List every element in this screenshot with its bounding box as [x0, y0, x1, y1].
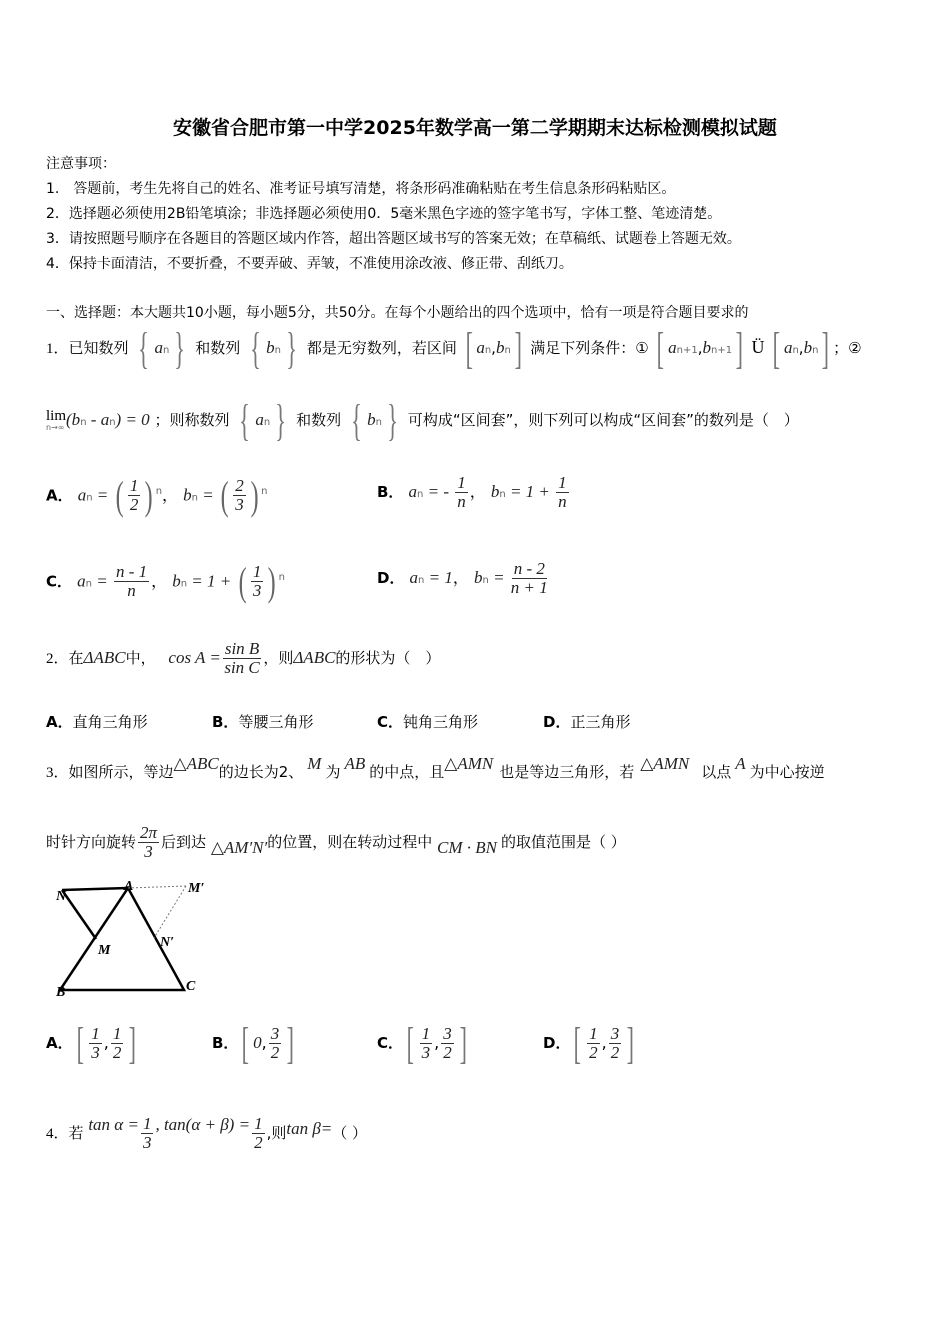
q4-text: ,则 [266, 1124, 287, 1142]
brace: { [239, 395, 251, 445]
subset-symbol: Ü [751, 337, 765, 357]
sub: n [504, 345, 511, 356]
question-number: 3． [46, 765, 69, 781]
sub: n [80, 417, 87, 428]
bracket: [ [657, 323, 665, 373]
math-tan-alpha: tan α = [88, 1115, 139, 1134]
section-heading: 一、选择题：本大题共10小题，每小题5分，共50分。在每个小题给出的四个选项中，恰有一项是符合题目要求的 [46, 305, 749, 321]
lim-expr: (b [66, 410, 81, 429]
question-number: 2． [46, 651, 69, 667]
sub: n+1 [676, 345, 698, 356]
q1-option-d[interactable]: D． an = 1， bn = $\frac{n - 2}{n + 1}$ [377, 559, 548, 597]
bracket: ] [514, 323, 522, 373]
question-number: 4． [46, 1126, 69, 1142]
math-b: b [266, 338, 275, 357]
math-tan-sum: , tan(α + β) = [155, 1115, 251, 1134]
q3-option-d[interactable]: D．[ $\frac{1}{2}$ , $\frac{3}{2}$ ] [543, 1018, 635, 1068]
math-a-point: A [735, 754, 746, 773]
q3-option-c[interactable]: C．[ $\frac{1}{3}$ , $\frac{3}{2}$ ] [377, 1018, 467, 1068]
brace: { [351, 395, 362, 445]
q2-text: 中， [125, 649, 156, 667]
page-title: 安徽省合肥市第一中学2025年数学高一第二学期期末达标检测模拟试题 [173, 117, 777, 139]
option-label: C． [377, 1034, 404, 1052]
figure-label-c: C [186, 979, 196, 994]
math-cos: cos A = [168, 648, 221, 667]
sub: n [109, 417, 116, 428]
q2-option-d[interactable] [543, 711, 630, 732]
lim-sub: n→∞ [46, 423, 65, 432]
sub: n [812, 345, 819, 356]
brace: { [138, 323, 150, 373]
figure-label-n: N [56, 889, 67, 904]
math-ab: AB [344, 754, 366, 773]
q3-text: 为 [325, 763, 341, 781]
triangle-figure [48, 872, 228, 1002]
option-label: D． [377, 569, 405, 587]
option-label: B． [377, 483, 404, 501]
math-a: a [668, 338, 677, 357]
option-text: 正三角形 [570, 713, 631, 731]
math-a: a [154, 338, 163, 357]
math-a: a [476, 338, 485, 357]
math-b: b [702, 338, 711, 357]
q2-text: ，则 [263, 649, 294, 667]
q3-option-b[interactable]: B．[ 0, $\frac{3}{2}$ ] [212, 1018, 295, 1068]
math-tan-beta: tan β= [286, 1119, 333, 1138]
q3-option-a[interactable]: A．[ $\frac{1}{3}$ , $\frac{1}{2}$ ] [46, 1018, 137, 1068]
question-4: 4．若 tan α = $\frac{1}{3}$ , tan(α + β) = $\frac{1}{2}$ ,则tan β=（ ） [46, 1114, 368, 1152]
q3-text: 的位置，则在转动过程中 [267, 833, 433, 851]
q3-text: 也是等边三角形，若 [499, 763, 635, 781]
bracket: ] [735, 323, 744, 373]
q3-text: 为中心按逆 [749, 763, 825, 781]
q1-text: 都是无穷数列，若区间 [306, 339, 457, 357]
math-a: a [783, 338, 793, 357]
q3-text: 的取值范围是（ ） [501, 833, 626, 851]
q3-text: 的中点，且 [369, 763, 445, 781]
q1-text: ；② [833, 339, 862, 357]
question-number: 1． [46, 341, 69, 357]
math-b: b [803, 338, 813, 357]
q2-text: 在 [68, 649, 84, 667]
brace: } [387, 395, 398, 445]
option-label: C． [377, 713, 404, 731]
q1-text: 和数列 [195, 339, 241, 357]
option-label: A． [46, 486, 73, 505]
option-label: D． [543, 713, 571, 731]
frac-den: 3 [144, 842, 153, 861]
brace: { [250, 323, 261, 373]
q4-text: 若 [68, 1124, 84, 1142]
q1-option-b[interactable]: B． an = - $\frac{1}{n}$ ， bn = 1 + $\frac{1}{n}$ [377, 473, 567, 511]
math-b: b [495, 338, 505, 357]
q1-text: 已知数列 [68, 339, 129, 357]
question-1-line-1: 1．已知数列 { an } 和数列 { bn } 都是无穷数列，若区间 [ an,bn] 满足下列条件：① [ an+1,bn+1] Ü [ an,bn] ；② [46, 323, 862, 373]
q1-text: 满足下列条件：① [530, 339, 649, 357]
math-amn: △AMN [444, 754, 494, 773]
math-b: b [367, 410, 376, 429]
math-m: M [307, 754, 322, 773]
q1-text: 可构成“区间套”，则下列可以构成“区间套”的数列是（ ） [407, 411, 799, 429]
sub: n [274, 345, 281, 356]
sub: n [375, 417, 382, 428]
note-item: 3．请按照题号顺序在各题目的答题区域内作答，超出答题区域书写的答案无效；在草稿纸、试题卷上答题无效。 [46, 231, 741, 247]
option-label: B． [212, 713, 239, 731]
sub: n [792, 345, 799, 356]
figure-label-b: B [56, 985, 66, 1000]
q3-text: 以点 [701, 763, 732, 781]
option-text: 等腰三角形 [238, 713, 314, 731]
figure-label-a: A [124, 879, 134, 894]
option-label: B． [212, 1034, 239, 1052]
q1-text: 和数列 [296, 411, 342, 429]
option-text: 钝角三角形 [403, 713, 479, 731]
q2-option-c[interactable] [377, 711, 478, 732]
q2-option-a[interactable] [46, 711, 148, 732]
q2-text: 的形状为（ ） [335, 649, 441, 667]
math-amn: △AMN [640, 754, 690, 773]
lim-text: lim [46, 408, 67, 424]
q2-option-b[interactable] [212, 711, 313, 732]
figure-label-m: M [98, 943, 111, 958]
q4-text: （ ） [332, 1124, 368, 1142]
option-text: 直角三角形 [72, 713, 148, 731]
q1-option-c[interactable]: C． an = $\frac{n - 1}{n}$ ， bn = 1 + ( $\frac{1}{3}$ ) $^n$ [46, 558, 285, 604]
question-3-line-2 [46, 815, 626, 875]
option-label: D． [543, 1034, 571, 1052]
question-3-line-1 [46, 744, 825, 793]
math-tri: ΔABC [293, 648, 336, 667]
sub: n [263, 417, 271, 428]
math-tri: ΔABC [83, 648, 126, 667]
option-label: A． [46, 713, 73, 731]
bracket: ] [822, 323, 830, 373]
math-sinc: sin C [224, 658, 260, 677]
q3-text: 如图所示，等边 [68, 763, 174, 781]
lim-expr: - a [86, 410, 110, 429]
q3-text: 的边长为2、 [218, 763, 304, 781]
option-label: C． [46, 572, 73, 591]
math-a: a [255, 410, 264, 429]
question-1-line-2 [46, 395, 799, 445]
note-item: 4．保持卡面清洁，不要折叠，不要弄破、弄皱，不准使用涂改液、修正带、刮纸刀。 [46, 256, 573, 272]
note-item: 1. 答题前，考生先将自己的姓名、准考证号填写清楚，将条形码准确粘贴在考生信息条形码粘贴区。 [46, 181, 676, 197]
bracket: [ [465, 323, 473, 373]
q1-text: ；则称数列 [154, 411, 230, 429]
frac-num: 2π [140, 823, 158, 843]
limit [46, 409, 66, 432]
figure-label-n-prime: N′ [160, 935, 175, 950]
math-dot-product: CM · BN [437, 838, 498, 857]
note-item: 2．选择题必须使用2B铅笔填涂；非选择题必须使用0．5毫米黑色字迹的签字笔书写，字体工整、笔迹清楚。 [46, 206, 722, 222]
math-sinb: sin B [224, 639, 260, 659]
q1-option-a[interactable]: A． an = ( $\frac{1}{2}$ ) $^n$， bn = ( $\frac{2}{3}$ ) $^n$ [46, 472, 268, 518]
lim-expr: ) = 0 [115, 410, 150, 429]
notes-heading: 注意事项： [46, 156, 116, 172]
sub: n [162, 345, 170, 356]
bracket: [ [772, 323, 781, 373]
q3-text: 时针方向旋转 [46, 833, 137, 851]
q3-text: 后到达 [161, 833, 207, 851]
math-amn-prime: △AM′N′ [210, 838, 268, 857]
question-2 [46, 628, 440, 689]
brace: } [286, 323, 297, 373]
math-abc: △ABC [173, 754, 219, 773]
figure-label-m-prime: M′ [188, 881, 205, 896]
sub: n [484, 345, 492, 356]
sub: n+1 [710, 345, 733, 356]
brace: } [174, 323, 186, 373]
option-label: A． [46, 1034, 73, 1052]
brace: } [275, 395, 287, 445]
